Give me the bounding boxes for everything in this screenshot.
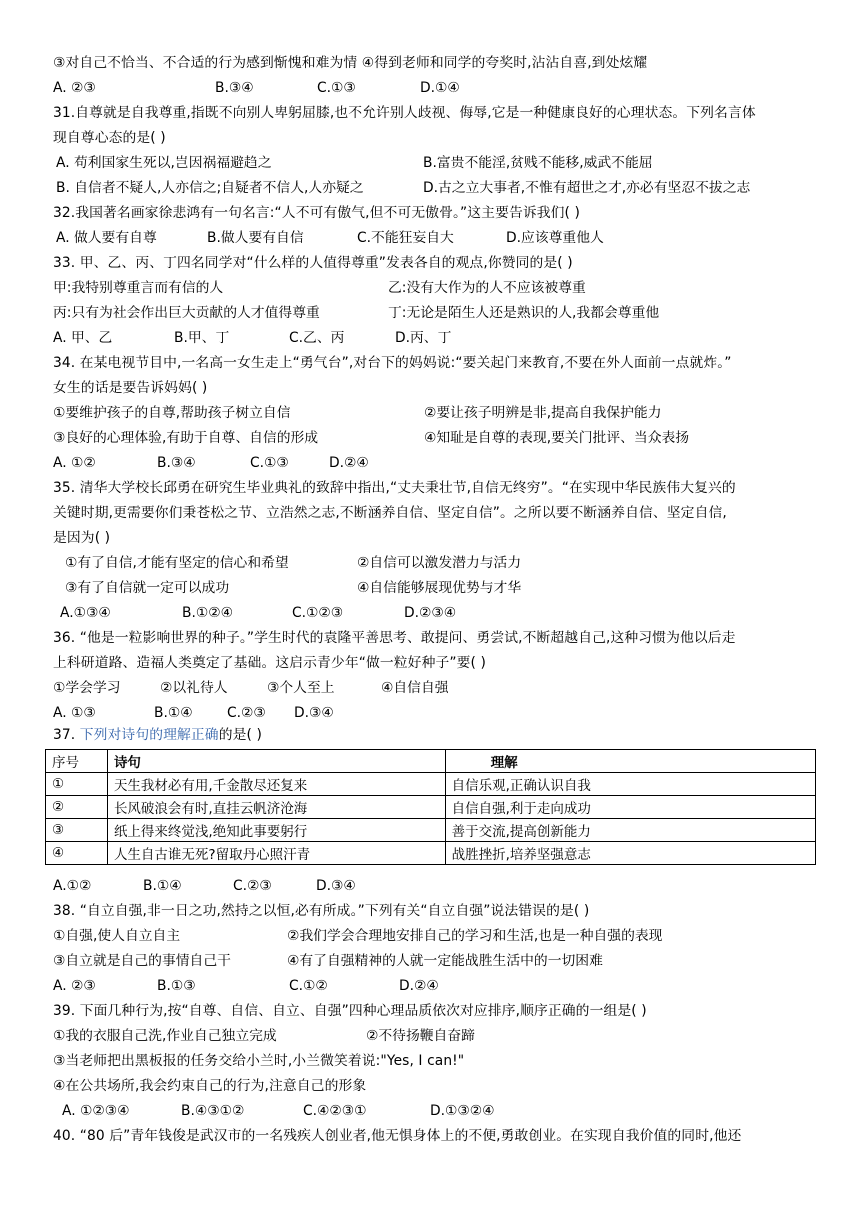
item-3: ③自立就是自己的事情自己干	[53, 953, 231, 969]
row-number: ③	[46, 819, 108, 842]
option-a: A. ②③	[53, 978, 96, 994]
q39-item-4: ④在公共场所,我会约束自己的行为,注意自己的形象	[53, 1078, 367, 1094]
view-ding: 丁:无论是陌生人还是熟识的人,我都会尊重他	[388, 305, 660, 321]
answer-c: C.①③	[317, 80, 356, 96]
table-header-row	[46, 750, 816, 773]
option-b: B.①④	[154, 705, 193, 721]
option-c: C.不能狂妄自大	[357, 230, 454, 246]
q37-number: 37.	[53, 727, 80, 743]
option-b: B.①③	[157, 978, 196, 994]
option-c: C.①③	[250, 455, 289, 471]
q39-options	[53, 1101, 813, 1121]
poem-table	[45, 749, 816, 865]
item-3: ③有了自信就一定可以成功	[65, 580, 230, 596]
row-understanding: 自信乐观,正确认识自我	[445, 773, 815, 796]
answer-b: B.③④	[215, 80, 254, 96]
q35-stem-cont: 关键时期,更需要你们秉苍松之节、立浩然之志,不断涵养自信、坚定自信”。之所以要不断涵养自信、坚定自信,	[53, 505, 727, 521]
view-jia: 甲:我特别尊重言而有信的人	[53, 280, 224, 296]
q38-items-row1	[53, 926, 813, 946]
option-a: A. ①③	[53, 705, 96, 721]
q38-items-row2	[53, 951, 813, 971]
option-d: D.①③②④	[430, 1103, 495, 1119]
item-3: ③良好的心理体验,有助于自尊、自信的形成	[53, 430, 319, 446]
option-d: D.②④	[329, 455, 369, 471]
item-2: ②自信可以激发潜力与活力	[357, 555, 522, 571]
q36-items	[53, 678, 813, 698]
q33-views-row1	[53, 278, 813, 298]
option-b: B.甲、丁	[174, 330, 230, 346]
option-b: B.④③①②	[181, 1103, 245, 1119]
q30-options-line: ③对自己不恰当、不合适的行为感到惭愧和难为情 ④得到老师和同学的夸奖时,沾沾自喜,到处炫耀	[53, 55, 648, 71]
option-a: A. ①②	[53, 455, 96, 471]
q40-stem: 40. “80 后”青年钱俊是武汉市的一名残疾人创业者,他无惧身体上的不便,勇敢创业。在实现自我价值的同时,他还	[53, 1128, 742, 1144]
q34-options	[53, 453, 813, 473]
item-2: ②以礼待人	[160, 680, 228, 696]
option-c: C.乙、丙	[289, 330, 345, 346]
option-a: A. 苟利国家生死以,岂因祸福避趋之	[56, 155, 272, 171]
item-1: ①我的衣服自己洗,作业自己独立完成	[53, 1028, 277, 1044]
q31-options-row2	[53, 178, 813, 198]
answer-d: D.①④	[420, 80, 460, 96]
item-4: ④有了自强精神的人就一定能战胜生活中的一切困难	[287, 953, 603, 969]
q39-stem: 39. 下面几种行为,按“自尊、自信、自立、自强”四种心理品质依次对应排序,顺序正确的一组是( )	[53, 1003, 647, 1019]
row-understanding: 自信自强,利于走向成功	[445, 796, 815, 819]
item-2: ②不待扬鞭自奋蹄	[366, 1028, 475, 1044]
row-number: ①	[46, 773, 108, 796]
q39-items-row1	[53, 1026, 813, 1046]
option-d: D.②③④	[404, 605, 457, 621]
option-c: C.④②③①	[303, 1103, 367, 1119]
q35-options	[53, 603, 813, 623]
option-b: B.③④	[157, 455, 196, 471]
item-1: ①有了自信,才能有坚定的信心和希望	[65, 555, 289, 571]
q34-items-row2	[53, 428, 813, 448]
q35-stem-cont2: 是因为( )	[53, 530, 111, 546]
option-a: A.①③④	[60, 605, 111, 621]
item-4: ④自信自强	[381, 680, 449, 696]
q31-options-row1	[53, 153, 813, 173]
q38-options	[53, 976, 813, 996]
header-verse: 诗句	[107, 750, 445, 773]
table-row	[46, 796, 816, 819]
option-d: D.②④	[399, 978, 439, 994]
item-3: ③个人至上	[267, 680, 335, 696]
option-d: D.③④	[316, 878, 356, 894]
q34-stem-cont: 女生的话是要告诉妈妈( )	[53, 380, 208, 396]
q37-stem	[53, 725, 262, 745]
q34-items-row1	[53, 403, 813, 423]
row-understanding: 战胜挫折,培养坚强意志	[445, 842, 815, 865]
item-1: ①学会学习	[53, 680, 121, 696]
option-d: D.古之立大事者,不惟有超世之才,亦必有坚忍不拔之志	[423, 180, 751, 196]
q32-options	[53, 228, 813, 248]
item-4: ④自信能够展现优势与才华	[357, 580, 522, 596]
header-number: 序号	[46, 750, 108, 773]
option-c: C.②③	[233, 878, 272, 894]
q35-items-row1	[53, 553, 813, 573]
q37-options	[53, 876, 813, 896]
option-a: A.①②	[53, 878, 92, 894]
option-d: D.丙、丁	[395, 330, 452, 346]
row-verse: 人生自古谁无死?留取丹心照汗青	[107, 842, 445, 865]
row-verse: 长风破浪会有时,直挂云帆济沧海	[107, 796, 445, 819]
q36-stem: 36. “他是一粒影响世界的种子。”学生时代的袁隆平善思考、敢提问、勇尝试,不断超越自己,这种习惯为他以后走	[53, 630, 736, 646]
table-row	[46, 773, 816, 796]
q33-views-row2	[53, 303, 813, 323]
option-b: B.富贵不能淫,贫贱不能移,威武不能屈	[423, 155, 653, 171]
option-b: B.做人要有自信	[207, 230, 304, 246]
q34-stem: 34. 在某电视节目中,一名高一女生走上“勇气台”,对台下的妈妈说:“要关起门来教育,不要在外人面前一点就炸。”	[53, 355, 732, 371]
table-row	[46, 819, 816, 842]
q32-stem: 32.我国著名画家徐悲鸿有一句名言:“人不可有傲气,但不可无傲骨。”这主要告诉我们( )	[53, 205, 581, 221]
q31-stem: 31.自尊就是自我尊重,指既不向别人卑躬屈膝,也不允许别人歧视、侮辱,它是一种健康良好的心理状态。下列名言体	[53, 105, 756, 121]
q39-item-3: ③当老师把出黑板报的任务交给小兰时,小兰微笑着说:"Yes, I can!"	[53, 1053, 465, 1069]
row-verse: 纸上得来终觉浅,绝知此事要躬行	[107, 819, 445, 842]
option-c: C.②③	[227, 705, 266, 721]
item-1: ①自强,使人自立自主	[53, 928, 181, 944]
view-bing: 丙:只有为社会作出巨大贡献的人才值得尊重	[53, 305, 320, 321]
option-c: B. 自信者不疑人,人亦信之;自疑者不信人,人亦疑之	[56, 180, 364, 196]
q37-stem-end: 的是( )	[218, 727, 262, 743]
option-c: C.①②③	[292, 605, 344, 621]
row-verse: 天生我材必有用,千金散尽还复来	[107, 773, 445, 796]
option-b: B.①④	[143, 878, 182, 894]
q33-stem: 33. 甲、乙、丙、丁四名同学对“什么样的人值得尊重”发表各自的观点,你赞同的是( )	[53, 255, 573, 271]
q36-stem-cont: 上科研道路、造福人类奠定了基础。这启示青少年“做一粒好种子”要( )	[53, 655, 486, 671]
item-2: ②我们学会合理地安排自己的学习和生活,也是一种自强的表现	[287, 928, 663, 944]
option-c: C.①②	[289, 978, 328, 994]
q35-stem: 35. 清华大学校长邱勇在研究生毕业典礼的致辞中指出,“丈夫秉壮节,自信无终穷”。“在实现中华民族伟大复兴的	[53, 480, 736, 496]
option-b: B.①②④	[182, 605, 233, 621]
row-number: ④	[46, 842, 108, 865]
item-1: ①要维护孩子的自尊,帮助孩子树立自信	[53, 405, 291, 421]
item-4: ④知耻是自尊的表现,要关门批评、当众表扬	[424, 430, 690, 446]
view-yi: 乙:没有大作为的人不应该被尊重	[388, 280, 586, 296]
table-row	[46, 842, 816, 865]
q38-stem: 38. “自立自强,非一日之功,然持之以恒,必有所成。”下列有关“自立自强”说法错误的是( )	[53, 903, 590, 919]
header-understanding: 理解	[445, 750, 815, 773]
q37-highlight-text: 下列对诗句的理解正确	[79, 727, 219, 743]
q33-options	[53, 328, 813, 348]
option-a: A. 甲、乙	[53, 330, 113, 346]
q30-answers	[53, 78, 813, 98]
q35-items-row2	[53, 578, 813, 598]
option-d: D.③④	[294, 705, 334, 721]
answer-a: A. ②③	[53, 80, 96, 96]
row-understanding: 善于交流,提高创新能力	[445, 819, 815, 842]
item-2: ②要让孩子明辨是非,提高自我保护能力	[424, 405, 662, 421]
q31-stem-cont: 现自尊心态的是( )	[53, 130, 166, 146]
row-number: ②	[46, 796, 108, 819]
option-d: D.应该尊重他人	[506, 230, 604, 246]
option-a: A. ①②③④	[62, 1103, 130, 1119]
q36-options	[53, 703, 813, 723]
option-a: A. 做人要有自尊	[56, 230, 157, 246]
